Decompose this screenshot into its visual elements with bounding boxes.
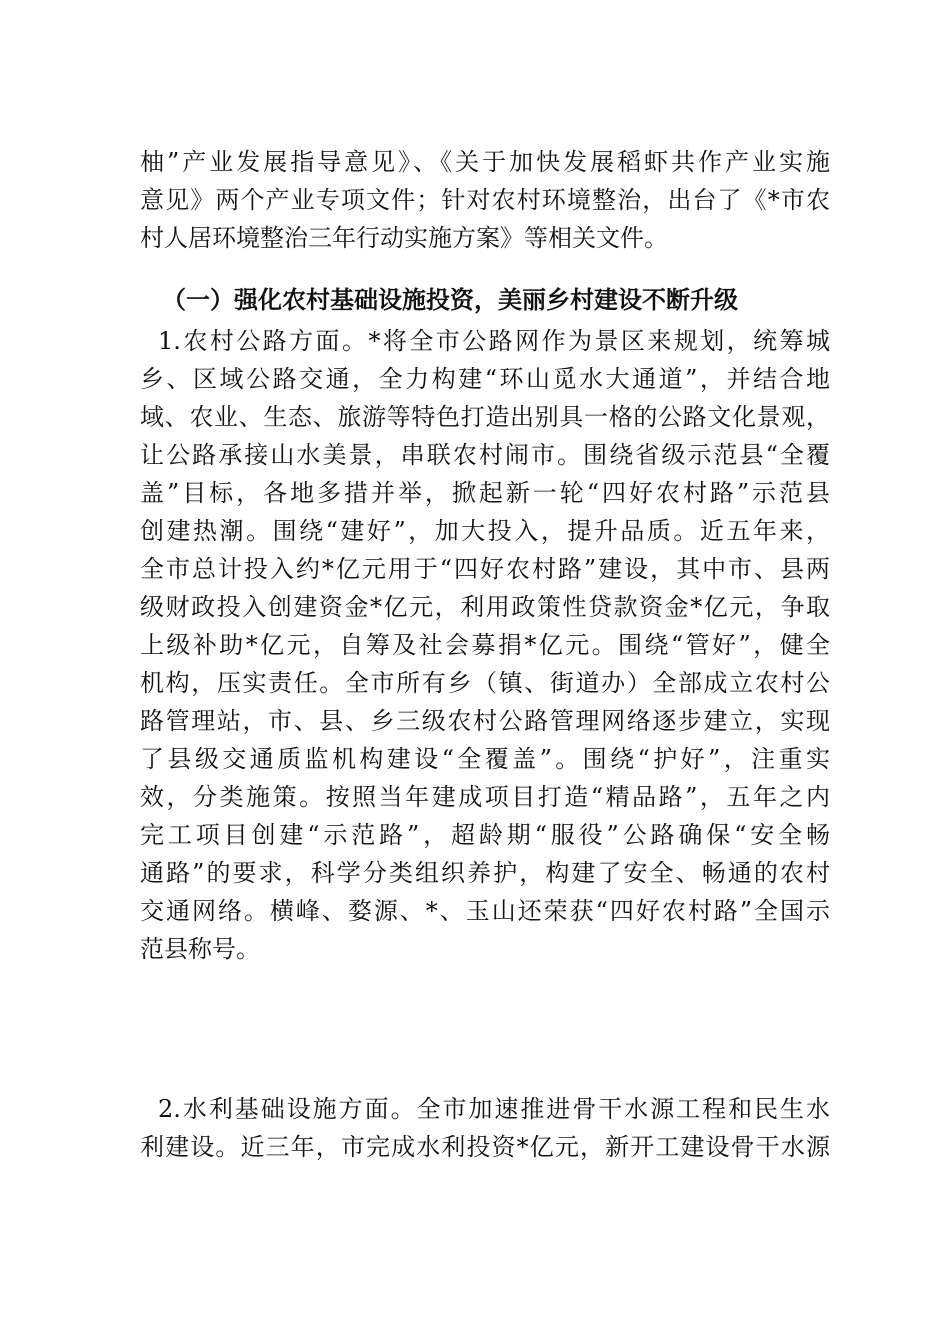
text-line: 范县称号。 — [140, 935, 260, 963]
text-line: 让公路承接山水美景，串联农村闹市。围绕省级示范县“全覆 — [140, 441, 830, 469]
intro-paragraph — [140, 143, 830, 257]
text-line: 1.农村公路方面。*将全市公路网作为景区来规划，统筹城 — [158, 327, 830, 355]
paragraph-rural-roads — [140, 322, 830, 968]
text-line: 2.水利基础设施方面。全市加速推进骨干水源工程和民生水 — [158, 1095, 830, 1123]
text-line: 交通网络。横峰、婺源、*、玉山还荣获“四好农村路”全国示 — [140, 897, 830, 925]
text-line: 村人居环境整治三年行动实施方案》等相关文件。 — [140, 224, 668, 252]
text-line: 路管理站，市、县、乡三级农村公路管理网络逐步建立，实现 — [140, 707, 830, 735]
text-line: 利建设。近三年，市完成水利投资*亿元，新开工建设骨干水源 — [140, 1133, 830, 1161]
text-line: 机构，压实责任。全市所有乡（镇、街道办）全部成立农村公 — [140, 669, 830, 697]
text-line: 了县级交通质监机构建设“全覆盖”。围绕“护好”，注重实 — [140, 745, 830, 773]
text-line: 盖”目标，各地多措并举，掀起新一轮“四好农村路”示范县 — [140, 479, 830, 507]
paragraph-water-infrastructure — [140, 1090, 830, 1166]
text-line: 完工项目创建“示范路”，超龄期“服役”公路确保“安全畅 — [140, 821, 830, 849]
text-line: 级财政投入创建资金*亿元，利用政策性贷款资金*亿元，争取 — [140, 593, 830, 621]
text-line: 上级补助*亿元，自筹及社会募捐*亿元。围绕“管好”，健全 — [140, 631, 830, 659]
text-line: 柚”产业发展指导意见》、《关于加快发展稻虾共作产业实施 — [140, 148, 830, 176]
text-line: 域、农业、生态、旅游等特色打造出别具一格的公路文化景观， — [140, 403, 830, 431]
text-line: 通路”的要求，科学分类组织养护，构建了安全、畅通的农村 — [140, 859, 830, 887]
text-line: 意见》两个产业专项文件；针对农村环境整治，出台了《*市农 — [140, 186, 830, 214]
text-line: 创建热潮。围绕“建好”，加大投入，提升品质。近五年来， — [140, 517, 830, 545]
text-line: 效，分类施策。按照当年建成项目打造“精品路”，五年之内 — [140, 783, 830, 811]
text-line: 乡、区域公路交通，全力构建“环山觅水大通道”，并结合地 — [140, 365, 830, 393]
text-line: 全市总计投入约*亿元用于“四好农村路”建设，其中市、县两 — [140, 555, 830, 583]
section-heading: （一）强化农村基础设施投资，美丽乡村建设不断升级 — [162, 285, 738, 314]
